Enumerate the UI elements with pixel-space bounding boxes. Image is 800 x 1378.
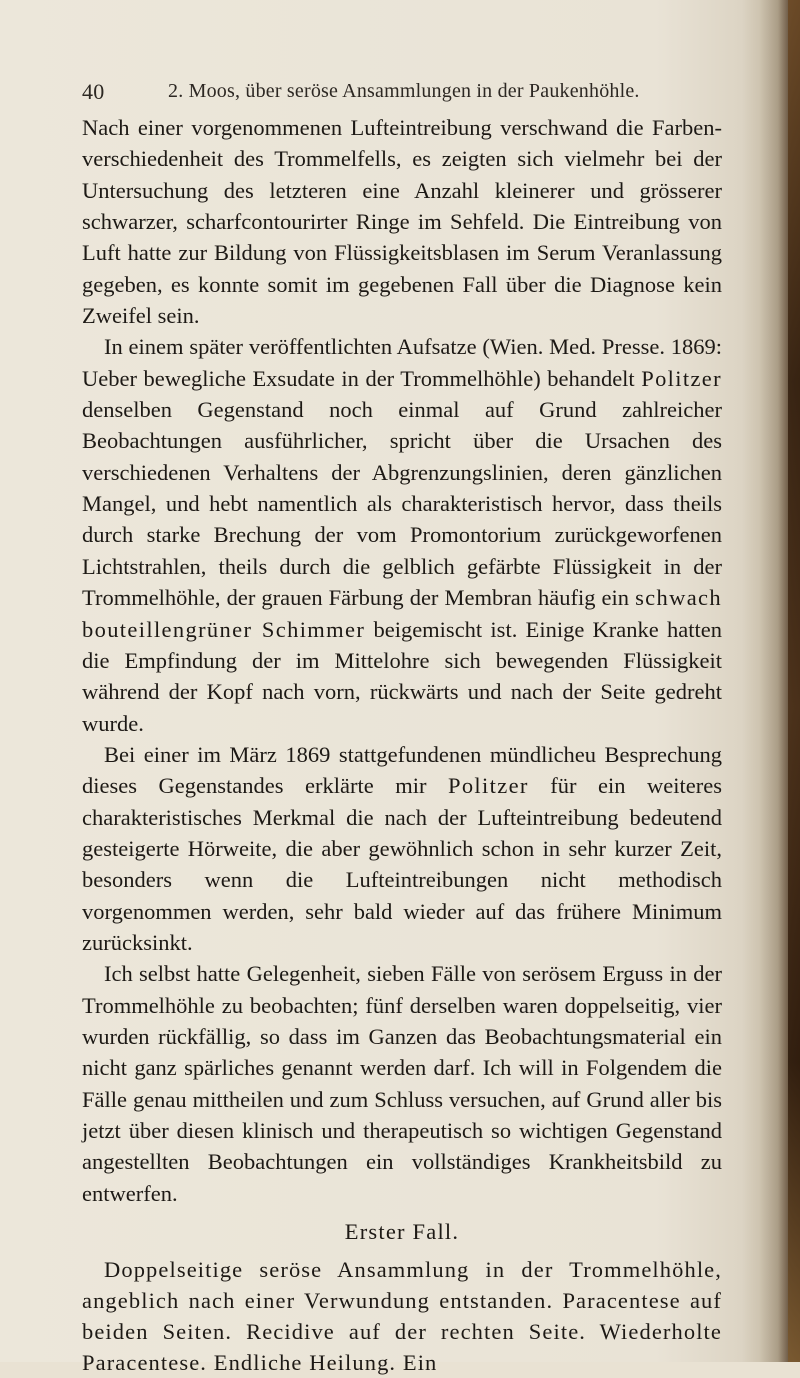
case-summary: Doppelseitige seröse Ansammlung in der Trommelhöhle, angeblich nach einer Verwundung entstanden. Paracentese auf beiden Seiten. Recidive auf der rechten Seite. Wiederholte Paracentese. Endliche Heilung. Ein [82, 1257, 722, 1376]
running-head: 2. Moos, über seröse Ansammlungen in der Paukenhöhle. [168, 80, 640, 102]
emphasized-phrase: schwach bouteillengrüner Schimmer [82, 585, 722, 642]
author-name-politzer: Politzer [641, 365, 722, 391]
book-edge [788, 0, 800, 1362]
paragraph-3-text-part-1: Bei einer im März 1869 stattgefundenen mündlicheu Besprechung dieses Gegenstandes erklärte mir [82, 741, 722, 799]
author-name-politzer-second: Politzer [447, 773, 529, 799]
paragraph-2-text-part-3: beigemischt ist. Einige Kranke hatten die Empfindung der im Mittelohre sich bewegenden Flüssigkeit während der Kopf nach vorn, rückwärts und nach der Seite gedreht wurde. [82, 616, 723, 736]
page-header [82, 79, 662, 105]
paragraph-2-text-part-1: In einem später veröffentlichten Aufsatze (Wien. Med. Presse. 1869: Ueber bewegliche Exsudate in der Trommelhöhle) behandelt [82, 334, 722, 391]
page-number: 40 [82, 79, 105, 104]
main-text [82, 112, 722, 1378]
paragraph-3-text-part-2: für ein weiteres charakteristisches Merkmal die nach der Lufteintreibung bedeutend gesteigerte Hörweite, die aber gewöhnlich schon in sehr kurzer Zeit, besonders wenn die Lufteintreibungen nicht methodisch vorgenommen werden, sehr bald wieder auf das frühere Minimum zurücksinkt. [82, 773, 723, 955]
paragraph-4: Ich selbst hatte Gelegenheit, sieben Fälle von serösem Erguss in der Trommelhöhle zu beobachten; fünf derselben waren doppelseitig, vier wurden rückfällig, so dass im Ganzen das Beobachtungsmaterial ein nicht ganz spärliches genannt werden darf. Ich will in Folgendem die Fälle genau mittheilen und zum Schluss versuchen, auf Grund aller bis jetzt über diesen klinisch und therapeutisch so wichtigen Gegenstand angestellten Beobachtungen ein vollständiges Krankheitsbild zu entwerfen. [82, 961, 722, 1206]
paragraph-3 [82, 739, 722, 958]
paragraph-2-text-part-2: denselben Gegenstand noch einmal auf Grund zahlreicher Beobachtungen ausführlicher, spricht über die Ursachen des verschiedenen Verhaltens der Abgrenzungslinien, deren gänzlichen Mangel, und hebt namentlich als charakteristisch hervor, dass theils durch starke Brechung der vom Promontorium zurückgeworfenen Lichtstrahlen, theils durch die gelblich gefärbte Flüssigkeit in der Trommelhöhle, der grauen Färbung der Membran häufig ein [82, 397, 722, 611]
paragraph-1: Nach einer vorgenommenen Lufteintreibung verschwand die Farbenverschiedenheit des Trommelfells, es zeigten sich vielmehr bei der Untersuchung des letzteren eine Anzahl kleinerer und grösserer schwarzer, scharfcontourirter Ringe im Sehfeld. Die Eintreibung von Luft hatte zur Bildung von Flüssigkeitsblasen im Serum Veranlassung gegeben, es konnte somit im gegebenen Fall über die Diagnose kein Zweifel sein. [82, 115, 722, 329]
paragraph-2 [82, 331, 722, 738]
case-heading: Erster Fall. [344, 1219, 460, 1245]
